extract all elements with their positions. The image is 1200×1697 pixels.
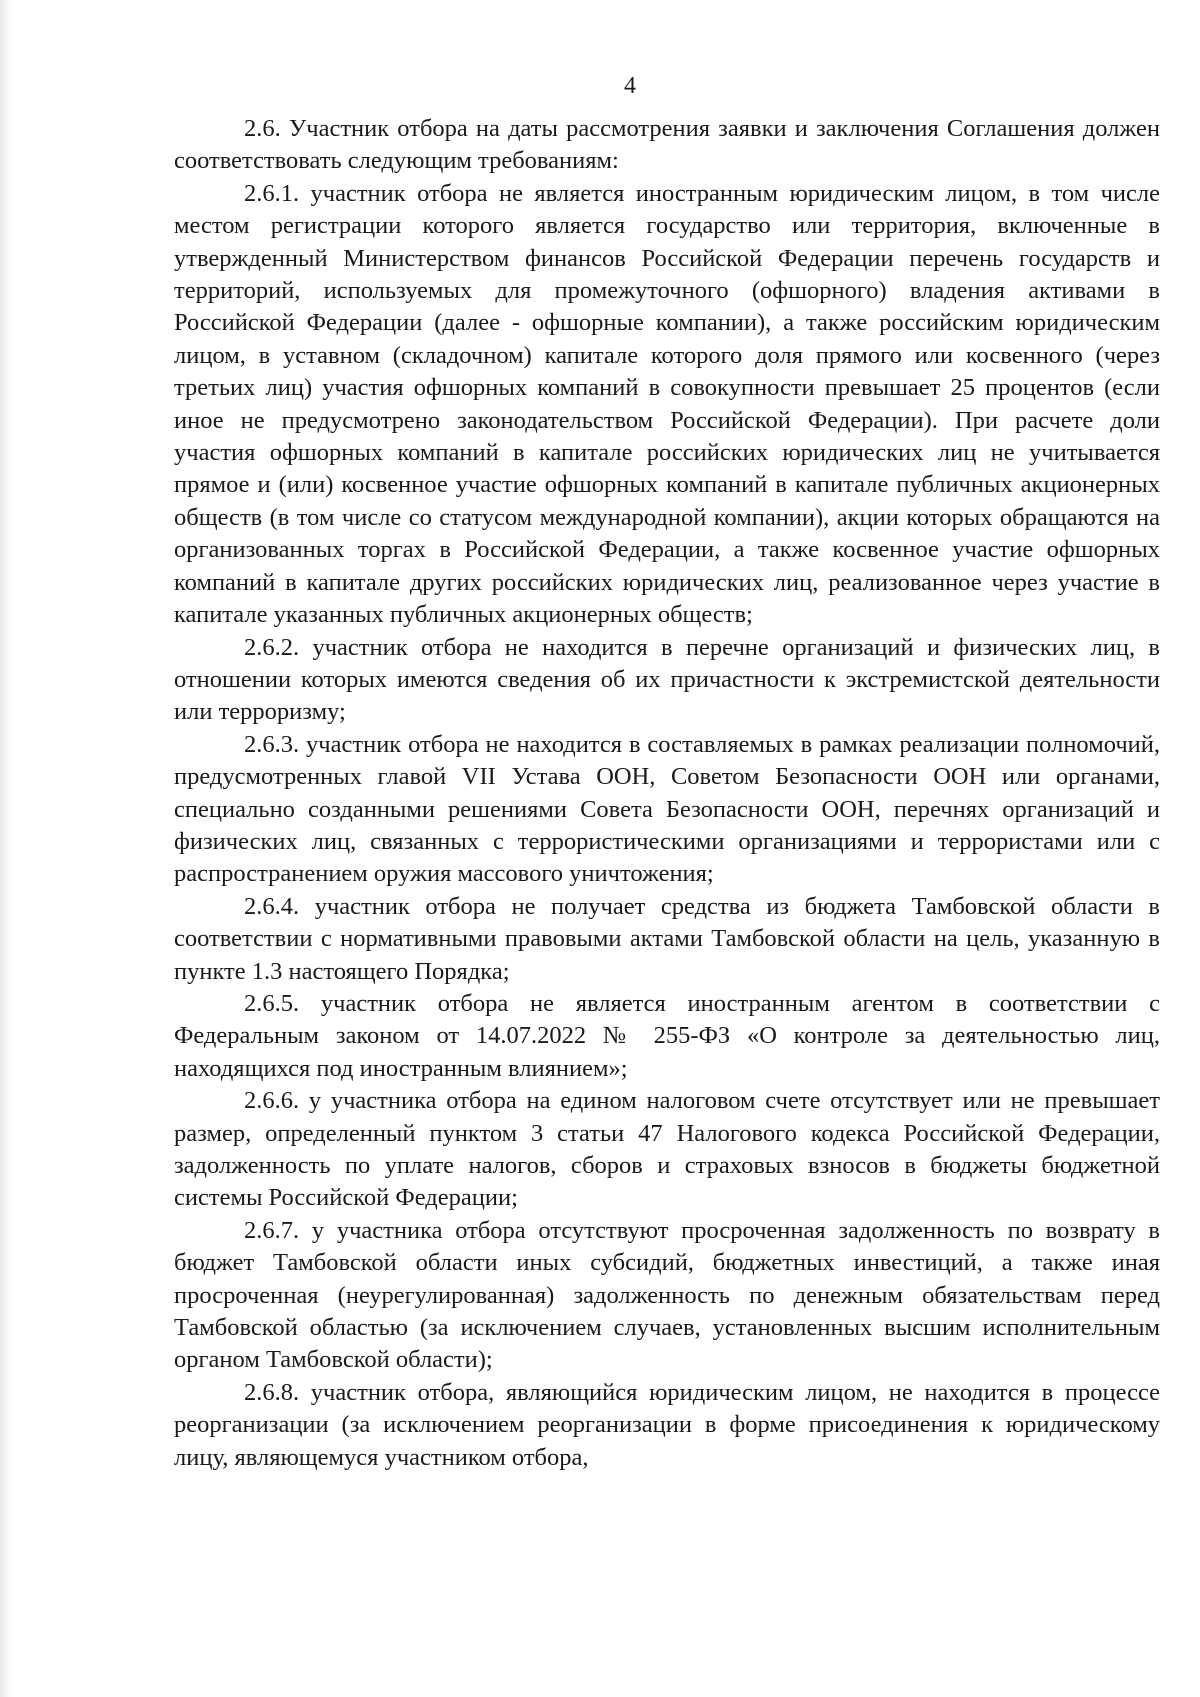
paragraph-2-6-5: 2.6.5. участник отбора не является иностранным агентом в соответствии с Федеральным законом от 14.07.2022 № 255-ФЗ «О контроле за деятельностью лиц, находящихся под иностранным влиянием»;	[174, 989, 1160, 1082]
paragraph-2-6-6: 2.6.6. у участника отбора на едином налоговом счете отсутствует или не превышает размер, определенный пунктом 3 статьи 47 Налогового кодекса Российской Федерации, задолженность по уплате налогов, сборов и страховых взносов в бюджеты бюджетной системы Российской Федерации;	[174, 1087, 1160, 1212]
scan-edge	[0, 0, 14, 1697]
document-body	[174, 113, 1160, 1474]
paragraph-2-6-2: 2.6.2. участник отбора не находится в перечне организаций и физических лиц, в отношении которых имеются сведения об их причастности к экстремистской деятельности или терроризму;	[174, 633, 1160, 726]
paragraph-2-6: 2.6. Участник отбора на даты рассмотрения заявки и заключения Соглашения должен соответствовать следующим требованиям:	[174, 115, 1160, 175]
paragraph-2-6-4: 2.6.4. участник отбора не получает средства из бюджета Тамбовской области в соответствии с нормативными правовыми актами Тамбовской области на цель, указанную в пункте 1.3 настоящего Порядка;	[174, 892, 1160, 985]
paragraph-2-6-7: 2.6.7. у участника отбора отсутствуют просроченная задолженность по возврату в бюджет Тамбовской области иных субсидий, бюджетных инвестиций, а также иная просроченная (неурегулированная) задолженность по денежным обязательствам перед Тамбовской областью (за исключением случаев, установленных высшим исполнительным органом Тамбовской области);	[174, 1216, 1160, 1374]
page-number: 4	[624, 73, 636, 99]
paragraph-2-6-3: 2.6.3. участник отбора не находится в составляемых в рамках реализации полномочий, предусмотренных главой VII Устава ООН, Советом Безопасности ООН или органами, специально созданными решениями Совета Безопасности ООН, перечнях организаций и физических лиц, связанных с террористическими организациями и террористами или с распространением оружия массового уничтожения;	[174, 730, 1160, 888]
paragraph-2-6-1: 2.6.1. участник отбора не является иностранным юридическим лицом, в том числе местом регистрации которого является государство или территория, включенные в утвержденный Министерством финансов Российской Федерации перечень государств и территорий, используемых для промежуточного (офшорного) владения активами в Российской Федерации (далее - офшорные компании), а также российским юридическим лицом, в уставном (складочном) капитале которого доля прямого или косвенного (через третьих лиц) участия офшорных компаний в совокупности превышает 25 процентов (если иное не предусмотрено законодательством Российской Федерации). При расчете доли участия офшорных компаний в капитале российских юридических лиц не учитывается прямое и (или) косвенное участие офшорных компаний в капитале публичных акционерных обществ (в том числе со статусом международной компании), акции которых обращаются на организованных торгах в Российской Федерации, а также косвенное участие офшорных компаний в капитале других российских юридических лиц, реализованное через участие в капитале указанных публичных акционерных обществ;	[174, 179, 1160, 629]
paragraph-2-6-8: 2.6.8. участник отбора, являющийся юридическим лицом, не находится в процессе реорганизации (за исключением реорганизации в форме присоединения к юридическому лицу, являющемуся участником отбора,	[174, 1378, 1160, 1471]
